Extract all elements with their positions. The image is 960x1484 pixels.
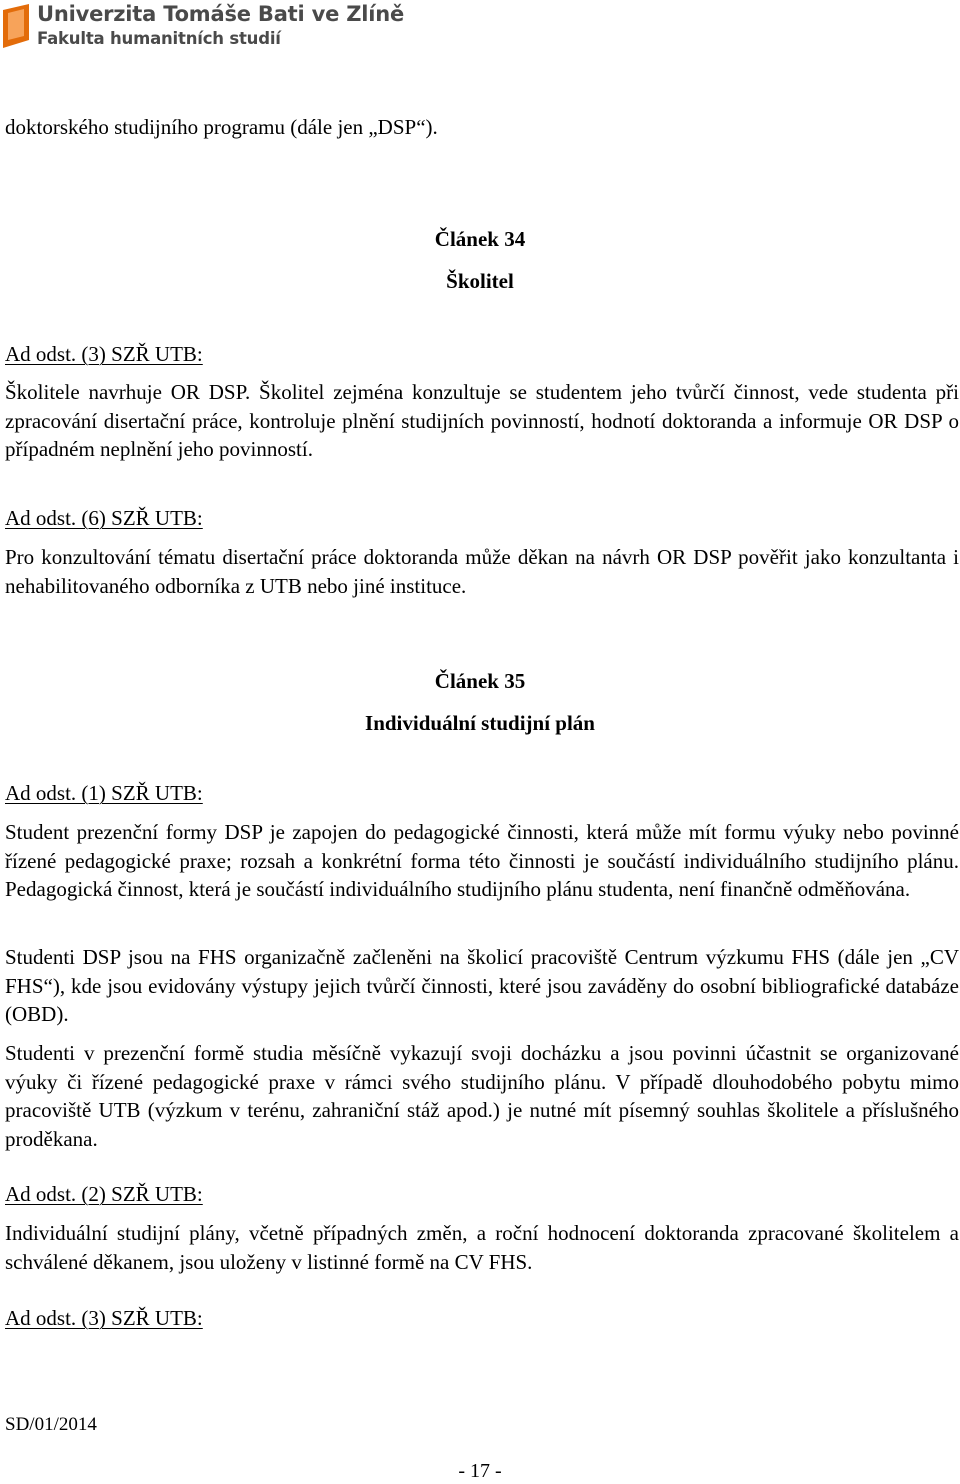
faculty-name: Fakulta humanitních studií xyxy=(37,29,281,48)
article-35-title: Individuální studijní plán xyxy=(365,711,595,735)
article-34-ref-3: Ad odst. (3) SZŘ UTB: xyxy=(5,342,203,366)
article-34-ref-6: Ad odst. (6) SZŘ UTB: xyxy=(5,506,203,530)
article-35-ref-1: Ad odst. (1) SZŘ UTB: xyxy=(5,781,203,805)
article-34-paragraph-2: Pro konzultování tématu disertační práce doktoranda může děkan na návrh OR DSP pověřit jako konzultanta i nehabilitovaného odborníka z UTB nebo jiné instituce. xyxy=(5,545,959,598)
article-35-ref-2: Ad odst. (2) SZŘ UTB: xyxy=(5,1182,203,1206)
utb-book-logo-icon xyxy=(3,4,29,48)
article-34-paragraph-1: Školitele navrhuje OR DSP. Školitel zejména konzultuje se studentem jeho tvůrčí činnost, vede studenta při zpracování disertační práce, kontroluje plnění studijních povinností, hodnotí doktoranda a informuje OR DSP o případném neplnění jeho povinností. xyxy=(5,380,959,461)
article-34-title: Školitel xyxy=(446,269,514,293)
article-35-paragraph-1: Student prezenční formy DSP je zapojen do pedagogické činnosti, která může mít formu výuky nebo povinné řízené pedagogické praxe; rozsah a konkrétní forma této činnosti je součástí individuálního studijního plánu. Pedagogická činnost, která je součástí individuálního studijního plánu studenta, není finančně odměňována. xyxy=(5,820,959,901)
document-id: SD/01/2014 xyxy=(5,1414,97,1435)
article-35-paragraph-2: Studenti DSP jsou na FHS organizačně začleněni na školicí pracoviště Centrum výzkumu FHS (dále jen „CV FHS“), kde jsou evidovány výstupy jejich tvůrčí činnosti, které jsou zaváděny do osobní bibliografické databáze (OBD). xyxy=(5,945,959,1026)
university-logo xyxy=(3,0,404,58)
article-35-number: Článek 35 xyxy=(434,669,526,693)
intro-line: doktorského studijního programu (dále jen „DSP“). xyxy=(5,115,438,139)
article-35-paragraph-4: Individuální studijní plány, včetně případných změn, a roční hodnocení doktoranda zpracované školitelem a schválené děkanem, jsou uloženy v listinné formě na CV FHS. xyxy=(5,1221,959,1274)
university-name: Univerzita Tomáše Bati ve Zlíně xyxy=(37,2,405,26)
article-35-paragraph-3: Studenti v prezenční formě studia měsíčně vykazují svoji docházku a jsou povinni účastnit se organizované výuky či řízené pedagogické praxe v rámci svého studijního plánu. V případě dlouhodobého pobytu mimo pracoviště UTB (výzkum v terénu, zahraniční stáž apod.) je nutné mít písemný souhlas školitele a příslušného proděkana. xyxy=(5,1041,959,1151)
article-34-number: Článek 34 xyxy=(434,227,526,251)
page-number: - 17 - xyxy=(458,1460,502,1482)
article-35-ref-3: Ad odst. (3) SZŘ UTB: xyxy=(5,1306,203,1330)
